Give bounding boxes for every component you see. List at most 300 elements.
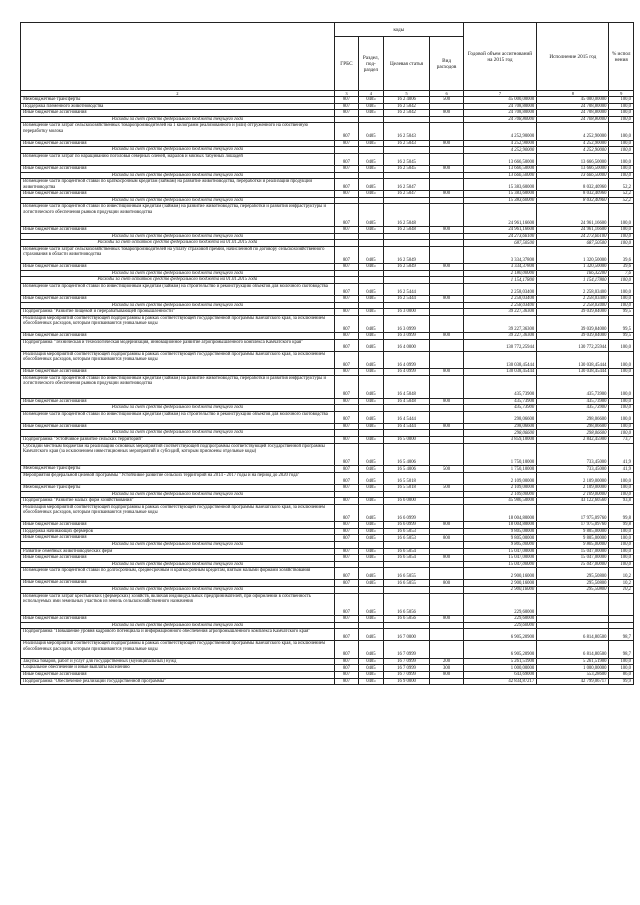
row-name: Иные бюджетные ассигнования — [21, 333, 335, 340]
row-percent: 7,6 — [609, 270, 634, 277]
row-expense-type: 500 — [430, 484, 463, 491]
row-executed-amount: 5 261,51900 — [537, 658, 609, 665]
row-executed-amount: 6 814,80500 — [537, 629, 609, 641]
row-section: 0405 — [359, 315, 383, 332]
row-name: Реализация мероприятий соответствующей подпрограммы в рамках соответствующей государственной программы Камчатского края, за исключением обособленных расходов, которым присваиваются уникальные коды — [21, 641, 335, 658]
row-percent: 100,0 — [609, 491, 634, 498]
row-grbs: 807 — [334, 411, 358, 423]
row-annual-amount: 643,69000 — [463, 672, 536, 679]
row-section: 0405 — [359, 593, 383, 616]
row-grbs: 807 — [334, 568, 358, 580]
table-row — [21, 568, 634, 580]
row-percent: 100,0 — [609, 398, 634, 405]
row-percent: 100,0 — [609, 172, 634, 179]
row-executed-amount: 13 666,50000 — [537, 165, 609, 172]
row-annual-amount: 45 986,50000 — [463, 498, 536, 505]
row-name: Субсидии местным бюджетам на реализацию основных мероприятий соответствующей подпрограммы соответствующей государственной программы Камчатского края (за исключением инвестиционных мероприятий и субсидий, которым присвоены отдельные коды) — [21, 443, 335, 466]
row-target-article: 16 6 0000 — [383, 498, 430, 505]
row-name: Расходы за счет средств федерального бюджета текущего года — [21, 561, 335, 568]
row-annual-amount: 229,60000 — [463, 593, 536, 616]
row-section: 0405 — [359, 466, 383, 473]
row-target-article: 16 4 5444 — [383, 423, 430, 430]
row-percent: 100,0 — [609, 472, 634, 484]
table-row — [21, 593, 634, 616]
row-target-article — [383, 430, 430, 437]
row-annual-amount: 4 252,90000 — [463, 123, 536, 140]
header-executed: Исполнение 2015 год — [537, 23, 609, 91]
table-subtotal-row — [21, 277, 634, 284]
table-subtotal-row — [21, 172, 634, 179]
row-name: Поддержка начинающих фермеров — [21, 528, 335, 535]
row-section: 0405 — [359, 548, 383, 555]
row-expense-type — [430, 270, 463, 277]
row-target-article: 16 2 4006 — [383, 97, 430, 104]
row-target-article — [383, 586, 430, 593]
row-expense-type: 800 — [430, 296, 463, 303]
row-target-article — [383, 233, 430, 240]
budget-table — [20, 22, 634, 685]
row-target-article — [383, 197, 430, 204]
row-percent: 100,0 — [609, 103, 634, 110]
row-section: 0405 — [359, 246, 383, 263]
row-expense-type — [430, 541, 463, 548]
row-target-article: 16 4 5444 — [383, 411, 430, 423]
row-expense-type — [430, 548, 463, 555]
table-row — [21, 204, 634, 227]
row-executed-amount: 687,50500 — [537, 240, 609, 247]
row-percent: 99,5 — [609, 315, 634, 332]
row-executed-amount: 295,50800 — [537, 568, 609, 580]
row-section: 0405 — [359, 423, 383, 430]
row-target-article: 16 2 5047 — [383, 179, 430, 191]
row-executed-amount: 4 252,90000 — [537, 123, 609, 140]
row-annual-amount: 6 905,20900 — [463, 629, 536, 641]
row-name: Иные бюджетные ассигнования — [21, 191, 335, 198]
row-percent: 100,0 — [609, 233, 634, 240]
row-percent: 100,0 — [609, 147, 634, 154]
row-name: Реализация мероприятий соответствующей подпрограммы в рамках соответствующей государственной программы Камчатского края, за исключением обособленных расходов, которым присваиваются уникальные коды — [21, 504, 335, 521]
row-expense-type — [430, 123, 463, 140]
row-grbs — [334, 430, 358, 437]
row-grbs: 807 — [334, 153, 358, 165]
row-expense-type — [430, 593, 463, 616]
row-grbs — [334, 586, 358, 593]
row-section: 0405 — [359, 191, 383, 198]
row-grbs: 807 — [334, 472, 358, 484]
table-row — [21, 629, 634, 641]
row-executed-amount: 39 039,84000 — [537, 315, 609, 332]
row-target-article — [383, 116, 430, 123]
row-target-article: 16 3 0999 — [383, 333, 430, 340]
row-name: Возмещение части процентной ставки по инвестиционным кредитам (займам) на развитие животноводства, переработки и развития инфраструктуры и логистического обеспечения рынков продукции животноводства — [21, 375, 335, 398]
row-executed-amount: 45 000,00000 — [537, 97, 609, 104]
row-executed-amount — [537, 622, 609, 629]
row-name: Развитие семейных животноводческих ферм — [21, 548, 335, 555]
row-executed-amount: 435,73900 — [537, 398, 609, 405]
row-annual-amount: 130 038,45444 — [463, 369, 536, 376]
row-grbs: 807 — [334, 339, 358, 351]
table-row — [21, 535, 634, 542]
row-name: Иные бюджетные ассигнования — [21, 555, 335, 562]
row-name: Расходы за счет средств федерального бюджета текущего года — [21, 302, 335, 309]
row-name: Межбюджетные трансферты — [21, 466, 335, 473]
row-expense-type — [430, 491, 463, 498]
row-expense-type — [430, 568, 463, 580]
row-percent: 100,0 — [609, 204, 634, 227]
row-percent: 100,0 — [609, 140, 634, 147]
table-row — [21, 423, 634, 430]
row-target-article: 16 5 0000 — [383, 437, 430, 444]
row-expense-type: 300 — [430, 665, 463, 672]
row-annual-amount: 2 258,03400 — [463, 296, 536, 303]
row-grbs: 807 — [334, 466, 358, 473]
row-annual-amount: 13 666,50000 — [463, 165, 536, 172]
row-name: Иные бюджетные ассигнования — [21, 616, 335, 623]
row-expense-type — [430, 641, 463, 658]
row-grbs: 807 — [334, 665, 358, 672]
row-target-article: 16 6 5053 — [383, 535, 430, 542]
row-name: Возмещение части процентной ставки по инвестиционным кредитам (займам) на строительство и реконструкцию объектов для молочного скотоводства — [21, 284, 335, 296]
row-expense-type: 800 — [430, 423, 463, 430]
row-expense-type: 800 — [430, 264, 463, 271]
row-target-article: 16 4 5048 — [383, 375, 430, 398]
row-percent: 52,2 — [609, 179, 634, 191]
table-row — [21, 140, 634, 147]
row-annual-amount: 130 772,25944 — [463, 339, 536, 351]
row-expense-type — [430, 172, 463, 179]
row-target-article: 16 2 5043 — [383, 140, 430, 147]
col-number: 6 — [430, 91, 463, 97]
row-name: Возмещение части процентной ставки по инвестиционным кредитам (займам) на развитие животноводства, переработки и развития инфраструктуры и логистического обеспечения рынков продукции животноводства — [21, 204, 335, 227]
row-executed-amount: 2 258,03400 — [537, 284, 609, 296]
row-expense-type: 800 — [430, 165, 463, 172]
row-executed-amount: 2 258,03400 — [537, 302, 609, 309]
row-name: Межбюджетные трансферты — [21, 97, 335, 104]
row-grbs: 807 — [334, 504, 358, 521]
row-percent: 100,0 — [609, 405, 634, 412]
row-annual-amount: 435,73900 — [463, 398, 536, 405]
row-target-article: 16 6 5055 — [383, 580, 430, 587]
table-row — [21, 411, 634, 423]
table-subtotal-row — [21, 302, 634, 309]
row-name: Расходы за счет средств федерального бюджета текущего года — [21, 405, 335, 412]
row-annual-amount: 298,06600 — [463, 430, 536, 437]
row-executed-amount: 295,50800 — [537, 580, 609, 587]
table-subtotal-row — [21, 622, 634, 629]
row-grbs: 807 — [334, 264, 358, 271]
row-grbs — [334, 116, 358, 123]
row-expense-type: 800 — [430, 110, 463, 117]
row-name: Расходы за счет средств федерального бюджета текущего года — [21, 541, 335, 548]
row-annual-amount: 3 334,37800 — [463, 246, 536, 263]
row-target-article: 16 6 5054 — [383, 555, 430, 562]
row-grbs: 807 — [334, 351, 358, 368]
row-executed-amount: 435,73900 — [537, 375, 609, 398]
row-name: Возмещение части затрат сельскохозяйственных товаропроизводителей на уплату страховой премии, начисленной по договору сельскохозяйственного страхования в области животноводства — [21, 246, 335, 263]
row-section: 0405 — [359, 443, 383, 466]
col-number: 7 — [463, 91, 536, 97]
row-target-article: 16 6 5053 — [383, 528, 430, 535]
row-name: Реализация мероприятий соответствующей подпрограммы в рамках соответствующей государственной программы Камчатского края, за исключением обособленных расходов, которым присваиваются уникальные коды — [21, 315, 335, 332]
row-percent: 100,0 — [609, 375, 634, 398]
row-expense-type — [430, 197, 463, 204]
row-target-article: 16 5 4006 — [383, 466, 430, 473]
row-grbs — [334, 302, 358, 309]
row-percent: 100,0 — [609, 351, 634, 368]
row-annual-amount: 39 227,36300 — [463, 315, 536, 332]
row-target-article: 16 2 5048 — [383, 204, 430, 227]
row-percent: 100,0 — [609, 528, 634, 535]
row-grbs: 807 — [334, 165, 358, 172]
header-codes: коды — [334, 23, 463, 37]
col-number: 5 — [383, 91, 430, 97]
table-row — [21, 339, 634, 351]
row-executed-amount: 298,06600 — [537, 411, 609, 423]
row-grbs: 807 — [334, 284, 358, 296]
row-expense-type — [430, 375, 463, 398]
row-name: Расходы за счет средств федерального бюджета текущего года — [21, 172, 335, 179]
row-grbs: 807 — [334, 369, 358, 376]
row-percent: 100,0 — [609, 339, 634, 351]
table-row — [21, 437, 634, 444]
row-percent: 100,0 — [609, 110, 634, 117]
row-annual-amount: 1 750,10000 — [463, 466, 536, 473]
row-section — [359, 233, 383, 240]
table-row — [21, 296, 634, 303]
table-row — [21, 264, 634, 271]
row-section — [359, 586, 383, 593]
row-section: 0405 — [359, 284, 383, 296]
row-executed-amount: 24 708,80000 — [537, 103, 609, 110]
row-executed-amount: 1 320,50000 — [537, 246, 609, 263]
row-name: Мероприятия федеральной целевой программы "Устойчивое развитие сельских территорий на 2014 - 2017 годы и на период до 2020 года" — [21, 472, 335, 484]
row-section: 0405 — [359, 165, 383, 172]
row-target-article: 16 5 5018 — [383, 472, 430, 484]
row-name: Расходы за счет средств федерального бюджета текущего года — [21, 116, 335, 123]
row-grbs: 807 — [334, 437, 358, 444]
row-grbs: 807 — [334, 97, 358, 104]
row-executed-amount: 42 799,06717 — [537, 678, 609, 685]
row-executed-amount: 166,32200 — [537, 270, 609, 277]
table-row — [21, 548, 634, 555]
header-razdel: Раздел, под-раздел — [359, 37, 383, 91]
row-executed-amount: 130 038,45444 — [537, 351, 609, 368]
row-name: Расходы за счет остатков средств федерального бюджета на 01.01.2015 года — [21, 240, 335, 247]
row-expense-type — [430, 437, 463, 444]
row-percent: 41,9 — [609, 466, 634, 473]
col-number: 3 — [334, 91, 358, 97]
row-grbs: 807 — [334, 423, 358, 430]
row-target-article: 16 7 0000 — [383, 629, 430, 641]
row-name: Подпрограмма "Развитие малых форм хозяйствования" — [21, 498, 335, 505]
row-section: 0405 — [359, 398, 383, 405]
table-row — [21, 351, 634, 368]
row-annual-amount: 1 154,17800 — [463, 277, 536, 284]
row-percent — [609, 593, 634, 616]
table-row — [21, 369, 634, 376]
row-annual-amount: 15 383,60000 — [463, 191, 536, 198]
row-target-article: 16 4 0999 — [383, 369, 430, 376]
row-percent: 100,0 — [609, 411, 634, 423]
row-executed-amount: 43 122,60560 — [537, 498, 609, 505]
row-expense-type: 800 — [430, 369, 463, 376]
row-percent: 100,0 — [609, 296, 634, 303]
row-target-article: 16 2 5045 — [383, 165, 430, 172]
row-annual-amount: 24 708,80000 — [463, 110, 536, 117]
table-row — [21, 555, 634, 562]
row-section: 0405 — [359, 339, 383, 351]
row-executed-amount: 298,06600 — [537, 430, 609, 437]
row-executed-amount: 9 805,00000 — [537, 535, 609, 542]
table-row — [21, 443, 634, 466]
row-target-article: 16 2 5042 — [383, 103, 430, 110]
row-section: 0405 — [359, 498, 383, 505]
table-subtotal-row — [21, 233, 634, 240]
row-grbs: 807 — [334, 548, 358, 555]
row-name: Поддержка племенного животноводства — [21, 103, 335, 110]
row-executed-amount: 1 320,50000 — [537, 264, 609, 271]
row-name: Подпрограмма "Обеспечение реализации государственной программы" — [21, 678, 335, 685]
row-section — [359, 302, 383, 309]
row-grbs — [334, 240, 358, 247]
row-target-article: 16 6 5055 — [383, 568, 430, 580]
row-section: 0405 — [359, 97, 383, 104]
row-grbs: 807 — [334, 484, 358, 491]
row-expense-type — [430, 116, 463, 123]
row-section — [359, 116, 383, 123]
row-target-article — [383, 277, 430, 284]
row-target-article: 16 2 5049 — [383, 264, 430, 271]
row-target-article: 16 6 0999 — [383, 522, 430, 529]
table-row — [21, 191, 634, 198]
row-percent — [609, 616, 634, 623]
row-percent: 52,2 — [609, 191, 634, 198]
row-section: 0405 — [359, 296, 383, 303]
row-executed-amount: 8 032,40960 — [537, 179, 609, 191]
table-row — [21, 484, 634, 491]
table-row — [21, 103, 634, 110]
row-target-article — [383, 270, 430, 277]
row-name: Расходы за счет средств федерального бюджета текущего года — [21, 622, 335, 629]
row-grbs: 807 — [334, 629, 358, 641]
row-executed-amount: 4 252,90000 — [537, 147, 609, 154]
table-row — [21, 375, 634, 398]
row-annual-amount: 24 708,80000 — [463, 116, 536, 123]
row-expense-type — [430, 309, 463, 316]
row-target-article — [383, 172, 430, 179]
row-expense-type — [430, 504, 463, 521]
row-percent: 100,0 — [609, 240, 634, 247]
row-annual-amount: 2 109,00000 — [463, 491, 536, 498]
row-annual-amount: 24 961,16600 — [463, 227, 536, 234]
row-target-article: 16 3 0999 — [383, 315, 430, 332]
row-executed-amount: 4 252,90000 — [537, 140, 609, 147]
col-number: 4 — [359, 91, 383, 97]
row-expense-type: 800 — [430, 227, 463, 234]
row-section — [359, 491, 383, 498]
table-row — [21, 466, 634, 473]
row-annual-amount: 2 900,16000 — [463, 580, 536, 587]
row-name: Расходы за счет средств федерального бюджета текущего года — [21, 430, 335, 437]
row-annual-amount: 2 109,00000 — [463, 472, 536, 484]
row-executed-amount: 553,28600 — [537, 672, 609, 679]
row-percent: 100,0 — [609, 535, 634, 542]
row-target-article: 16 3 0000 — [383, 309, 430, 316]
row-grbs: 807 — [334, 658, 358, 665]
row-name: Закупка товаров, работ и услуг для государственных (муниципальных) нужд — [21, 658, 335, 665]
row-executed-amount: 24 708,80000 — [537, 116, 609, 123]
header-target: Целевая статья — [383, 37, 430, 91]
row-expense-type: 800 — [430, 140, 463, 147]
header-annual: Годовой объем ассигнований на 2015 год — [463, 23, 536, 91]
row-grbs — [334, 622, 358, 629]
row-expense-type: 800 — [430, 580, 463, 587]
row-section: 0405 — [359, 641, 383, 658]
table-row — [21, 123, 634, 140]
row-annual-amount: 2 109,00000 — [463, 484, 536, 491]
row-section: 0405 — [359, 678, 383, 685]
row-percent: 99,8 — [609, 504, 634, 521]
table-row — [21, 522, 634, 529]
row-annual-amount: 24 708,80000 — [463, 103, 536, 110]
row-grbs — [334, 197, 358, 204]
row-expense-type: 800 — [430, 555, 463, 562]
table-subtotal-row — [21, 116, 634, 123]
row-section: 0405 — [359, 616, 383, 623]
row-name: Иные бюджетные ассигнования — [21, 165, 335, 172]
row-grbs: 807 — [334, 528, 358, 535]
budget-report-page — [20, 22, 634, 685]
row-expense-type — [430, 586, 463, 593]
row-executed-amount: 8 032,40960 — [537, 197, 609, 204]
row-grbs: 807 — [334, 204, 358, 227]
row-target-article: 16 6 5056 — [383, 593, 430, 616]
row-executed-amount: 295,50800 — [537, 586, 609, 593]
row-percent: 100,0 — [609, 555, 634, 562]
table-row — [21, 580, 634, 587]
row-name: Подпрограмма "Техническая и технологическая модернизация, инновационное развитие агропромышленного комплекса Камчатского края" — [21, 339, 335, 351]
row-grbs — [334, 277, 358, 284]
row-target-article: 16 2 5045 — [383, 153, 430, 165]
row-annual-amount: 39 227,36300 — [463, 309, 536, 316]
row-annual-amount: 15 383,60000 — [463, 197, 536, 204]
row-executed-amount: 13 666,50000 — [537, 172, 609, 179]
row-grbs: 807 — [334, 246, 358, 263]
row-target-article: 16 6 5056 — [383, 616, 430, 623]
row-name: Иные бюджетные ассигнования — [21, 672, 335, 679]
row-expense-type — [430, 315, 463, 332]
row-percent: 100,0 — [609, 561, 634, 568]
row-grbs: 807 — [334, 123, 358, 140]
row-executed-amount — [537, 593, 609, 616]
row-annual-amount: 42 834,87217 — [463, 678, 536, 685]
row-expense-type: 500 — [430, 466, 463, 473]
row-percent: 100,0 — [609, 369, 634, 376]
row-name: Расходы за счет средств федерального бюджета текущего года — [21, 270, 335, 277]
row-annual-amount: 24 961,16600 — [463, 204, 536, 227]
row-executed-amount: 39 039,84000 — [537, 333, 609, 340]
row-section: 0405 — [359, 522, 383, 529]
row-annual-amount: 2 180,00000 — [463, 270, 536, 277]
row-executed-amount: 9 805,00000 — [537, 541, 609, 548]
row-section: 0405 — [359, 672, 383, 679]
table-row — [21, 641, 634, 658]
row-target-article — [383, 491, 430, 498]
row-percent: 52,2 — [609, 197, 634, 204]
row-percent: 100,0 — [609, 227, 634, 234]
row-executed-amount: 1 154,17800 — [537, 277, 609, 284]
row-annual-amount: 2 258,03400 — [463, 284, 536, 296]
